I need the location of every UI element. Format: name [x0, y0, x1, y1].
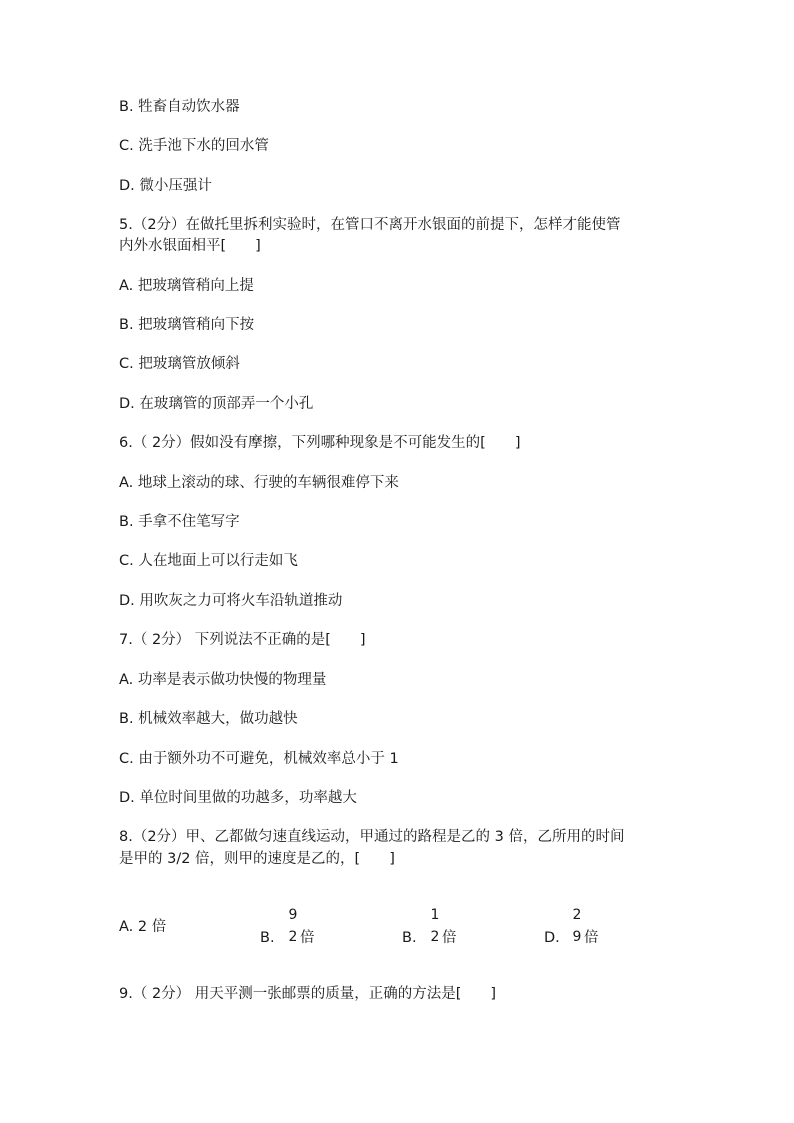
q8-option-a: A. 2 倍: [119, 919, 167, 935]
q8-option-b-fraction: [286, 906, 300, 946]
q8-option-d-denominator: 9: [572, 929, 582, 945]
q7-option-d: D. 单位时间里做的功越多，功率越大: [119, 790, 357, 806]
q6-option-a: A. 地球上滚动的球、行驶的车辆很难停下来: [119, 475, 399, 491]
q8-option-b-label: B.: [260, 930, 275, 946]
q6-option-b: B. 手拿不住笔写字: [119, 514, 240, 530]
q8-option-d-unit: 倍: [584, 930, 599, 946]
q7-option-b: B. 机械效率越大，做功越快: [119, 711, 298, 727]
q5-option-a: A. 把玻璃管稍向上提: [119, 278, 254, 294]
q5-stem-line1: 5.（2分）在做托里拆利实验时，在管口不离开水银面的前提下，怎样才能使管: [119, 217, 621, 233]
q7-option-a: A. 功率是表示做功快慢的物理量: [119, 672, 327, 688]
q4-option-d: D. 微小压强计: [119, 178, 212, 194]
q8-option-b: [260, 906, 330, 950]
q8-option-d: [544, 906, 614, 950]
q8-option-b2-unit: 倍: [442, 930, 457, 946]
q5-option-c: C. 把玻璃管放倾斜: [119, 356, 240, 372]
q4-option-c: C. 洗手池下水的回水管: [119, 138, 269, 154]
q8-option-d-label: D.: [544, 930, 560, 946]
q8-stem-line2: 是甲的 3/2 倍，则甲的速度是乙的，[ ]: [119, 851, 395, 867]
q5-option-d: D. 在玻璃管的顶部弄一个小孔: [119, 396, 314, 412]
q8-option-b-unit: 倍: [300, 930, 315, 946]
q8-option-b2-denominator: 2: [430, 929, 440, 945]
q8-stem-line1: 8.（2分）甲、乙都做匀速直线运动，甲通过的路程是乙的 3 倍，乙所用的时间: [119, 829, 625, 845]
q8-option-b2-label: B.: [402, 930, 417, 946]
q6-option-d: D. 用吹灰之力可将火车沿轨道推动: [119, 593, 343, 609]
q7-option-c: C. 由于额外功不可避免，机械效率总小于 1: [119, 751, 399, 767]
q5-stem-line2: 内外水银面相平[ ]: [119, 238, 261, 254]
q6-option-c: C. 人在地面上可以行走如飞: [119, 553, 298, 569]
q8-option-b2: [402, 906, 472, 950]
q8-option-b2-fraction: [428, 906, 442, 946]
q8-option-b-denominator: 2: [288, 929, 298, 945]
q5-option-b: B. 把玻璃管稍向下按: [119, 317, 255, 333]
q6-stem: 6.（ 2分）假如没有摩擦，下列哪种现象是不可能发生的[ ]: [119, 435, 521, 451]
q9-stem: 9.（ 2分） 用天平测一张邮票的质量，正确的方法是[ ]: [119, 986, 497, 1002]
q8-option-b2-numerator: 1: [430, 907, 440, 923]
q4-option-b: B. 牲畜自动饮水器: [119, 99, 240, 115]
q8-option-d-fraction: [570, 906, 584, 946]
q8-option-b-numerator: 9: [288, 907, 298, 923]
q8-option-d-numerator: 2: [572, 907, 582, 923]
q7-stem: 7.（ 2分） 下列说法不正确的是[ ]: [119, 632, 366, 648]
